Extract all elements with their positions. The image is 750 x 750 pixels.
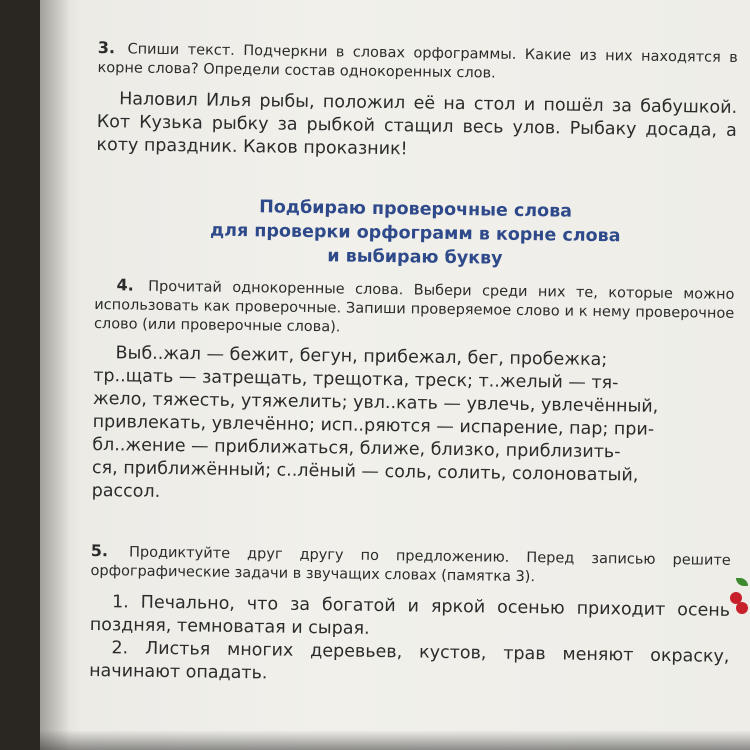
task-3-instruction	[97, 38, 737, 87]
task-4-word-list	[92, 342, 734, 512]
section-title-line-1: Подбираю проверочные слова	[259, 197, 573, 222]
word-line: тр..щать — затрещать, трещотка, треск; т..желый — тя-	[93, 365, 619, 394]
task-3	[96, 38, 738, 166]
task-4	[92, 275, 735, 512]
bottom-shadow	[40, 730, 750, 750]
sentence-item: 1. Печально, что за богатой и яркой осенью приходит осень поздняя, темноватая и сырая.	[89, 592, 731, 639]
task-4-instruction-text: Прочитай однокоренные слова. Выбери среди них те, которые можно использовать как проверочные. Запиши проверяемое слово и к нему проверочное слово (или проверочные слова).	[93, 278, 735, 336]
section-title-line-3: и выбираю букву	[327, 246, 503, 269]
task-5-sentences	[89, 591, 730, 692]
sentence-item: 2. Листья многих деревьев, кустов, трав меняют окраску, начинают опадать.	[89, 638, 730, 684]
cherry-icon	[728, 578, 750, 618]
task-5-instruction-text: Продиктуйте друг другу по предложению. Перед записью решите орфографические задачи в звучащих словах (памятка 3).	[90, 544, 731, 586]
word-line: ся, приближённый; с..лёный — соль, солить, солоноватый,	[91, 457, 639, 486]
task-3-number: 3.	[97, 38, 116, 58]
section-title	[95, 193, 736, 274]
cherry-ball	[736, 602, 748, 614]
word-line: рассол.	[91, 480, 161, 502]
task-3-text: Наловил Илья рыбы, положил её на стол и пошёл за бабушкой. Кот Кузька рыбку за рыбкой стащил весь улов. Рыбаку досада, а коту праздник. Каков проказник!	[96, 89, 738, 160]
task-5-number: 5.	[90, 540, 109, 561]
task-4-instruction	[94, 275, 735, 343]
word-line: жело, тяжесть, утяжелить; увл..кать — увлечь, увлечённый,	[92, 388, 659, 417]
spine-shadow	[40, 0, 70, 750]
word-line: бл..жение — приближаться, ближе, близко, приблизить-	[92, 434, 621, 463]
textbook-page	[40, 0, 750, 750]
page-content	[89, 38, 738, 692]
word-line: Выб..жал — бежит, бегун, прибежал, бег, пробежка;	[115, 343, 608, 371]
task-4-number: 4.	[116, 275, 134, 295]
section-title-line-2: для проверки орфограмм в корне слова	[209, 220, 621, 247]
task-5	[89, 541, 731, 692]
task-5-instruction	[90, 541, 730, 590]
task-3-instruction-text: Спиши текст. Подчеркни в словах орфограммы. Какие из них находятся в корне слова? Определи состав однокоренных слов.	[97, 41, 738, 82]
word-line: привлекать, увлечённо; исп..ряются — испарение, пар; при-	[92, 411, 655, 440]
cherry-leaf	[736, 578, 748, 586]
